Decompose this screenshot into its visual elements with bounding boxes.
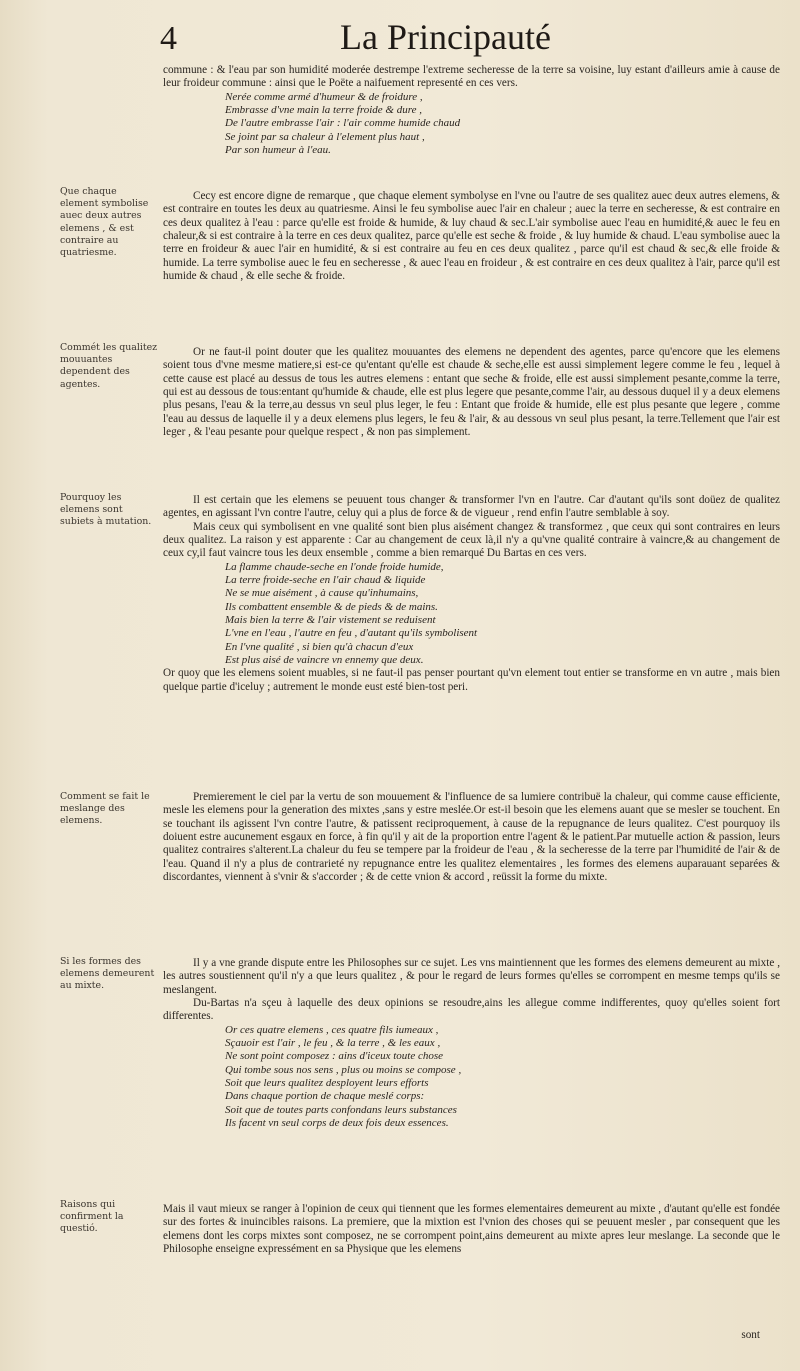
verse-block [163,91,780,158]
verse-line: Ne se mue aisément , à cause qu'inhumains, [225,587,419,600]
paragraph: Il est certain que les elemens se peuuent tous changer & transformer l'vn en l'autre. Car d'autant qu'ils sont doüez de qualitez agentes, en agissant l'vn contre l'autre, celuy qui a plus de force & de vigueur , rend enfin l'autre semblable à soy. [163,494,780,520]
text-block-1 [163,64,780,157]
verse-block [163,561,780,668]
verse-line: Or ces quatre elemens , ces quatre fils iumeaux , [225,1023,439,1036]
page-header [0,14,800,64]
verse-line: Ils facent vn seul corps de deux fois deux essences. [225,1117,449,1130]
verse-line: Par son humeur à l'eau. [225,144,331,157]
paragraph: Du-Bartas n'a sçeu à laquelle des deux opinions se resoudre,ains les allegue comme indifferentes, quoy qu'elles soient fort differentes. [163,997,780,1023]
paragraph: Or ne faut-il point douter que les qualitez mouuantes des elemens ne dependent des agentes, parce qu'encore que les elemens soient tous d'vne mesme matiere,si est-ce qu'entant qu'elle est chaude & seche,elle est aussi simplement legere comme le feu , lequel à cette cause est placé au dessus de tous les autres elemens : entant que seche & froide, elle est aussi simplement pesante,comme la terre, qui est au dessous de tous:entant qu'humide & chaude, elle est plus legere que pesante,comme l'air, au dessous duquel il y a deux elemens plus pesans, l'eau & la terre,au dessus vn seul plus leger, le feu : Entant que froide & humide, elle est plus pesante que legere , comme l'eau au dessus de laquelle il y a deux elemens plus legers, le feu & l'air, & au dessous vn seul plus pesant, la terre.Tellement que l'air est leger , & l'eau pesante pour quelque respect , & non pas simplement. [163,346,780,439]
margin-note: Commét les qualitez mouuantes dependent des agentes. [60,342,158,390]
verse-line: La terre froide-seche en l'air chaud & liquide [225,574,426,587]
paragraph: Premierement le ciel par la vertu de son mouuement & l'influence de sa lumiere contribuë la chaleur, qui comme cause efficiente, mesle les elemens pour la generation des mixtes ,sans y estre meslée.Or est-il besoin que les elemens auant que se mesler se touchent. En se touchant ils agissent l'vn contre l'autre, & patissent reciproquement, à cause de la repugnance de leurs qualitez. C'est pourquoy ils doiuent estre aucunement esgaux en force, à fin qu'il y ait de la proportion entre l'agent & le patient.Par mutuelle action & passion, leurs qualitez contraires s'alterent.La chaleur du feu se tempere par la froideur de l'eau , & la secheresse de la terre par l'humidité de l'air & de l'eau. Quand il n'y a plus de contrarieté ny repugnance entre les qualitez elementaires , les formes des elemens auparauant separées & discordantes, viennent à s'vnir & s'accorder ; & de cette vnion & accord , reüssit la forme du mixte. [163,791,780,884]
verse-line: De l'autre embrasse l'air : l'air comme humide chaud [225,117,461,130]
verse-line: La flamme chaude-seche en l'onde froide humide, [225,560,444,573]
verse-line: Soit que de toutes parts confondans leurs substances [225,1103,457,1116]
verse-line: L'vne en l'eau , l'autre en feu , d'autant qu'ils symbolisent [225,627,478,640]
margin-note: Pourquoy les elemens sont subiets à mutation. [60,492,152,528]
paragraph: Mais il vaut mieux se ranger à l'opinion de ceux qui tiennent que les formes elementaires demeurent au mixte , d'autant qu'elle est fondée sur des fortes & inuincibles raisons. La premiere, que la mixtion est l'vnion des choses qui se peuuent mesler , par consequent que les elemens dont les corps mixtes sont composez, ne se corrompent point,ains demeurent au mixte apres leur meslange. La seconde que le Philosophe enseigne expressément en sa Physique que les elemens [163,1203,780,1256]
verse-line: Nerée comme armé d'humeur & de froidure , [225,90,423,103]
verse-line: Mais bien la terre & l'air vistement se reduisent [225,614,436,627]
text-block-4 [163,494,780,694]
paragraph: Il y a vne grande dispute entre les Philosophes sur ce sujet. Les vns maintiennent que les formes des elemens demeurent au mixte , les autres soustiennent qu'il n'y a que leurs qualitez , & pour le regard de leurs formes qu'elles se corrompent en mesme temps qu'ils se meslangent. [163,957,780,996]
margin-note: Si les formes des elemens demeurent au mixte. [60,956,155,992]
verse-line: Dans chaque portion de chaque meslé corps: [225,1090,425,1103]
verse-line: Soit que leurs qualitez desployent leurs efforts [225,1077,429,1090]
page-number: 4 [160,20,177,57]
verse-line: Est plus aisé de vaincre vn ennemy que deux. [225,654,424,667]
verse-line: Ils combattent ensemble & de pieds & de mains. [225,600,438,613]
text-block-2 [163,190,780,283]
text-block-3 [163,346,780,439]
catchword: sont [741,1329,760,1341]
paragraph: Mais ceux qui symbolisent en vne qualité sont bien plus aisément changez & transformez , que ceux qui sont contraires en leurs deux qualitez. La raison y est apparente : Car au changement de ceux là,il n'y a qu'vne qualité contraire à vaincre,& au changement de ceux cy,il faut vaincre tous les deux ensemble , comme a bien remarqué Du Bartas en ces vers. [163,520,780,560]
verse-line: Qui tombe sous nos sens , plus ou moins se compose , [225,1063,462,1076]
margin-note: Que chaque element symbolise auec deux autres elemens , & est contraire au quatriesme. [60,186,149,259]
verse-block [163,1024,780,1131]
verse-line: Ne sont point composez : ains d'iceux toute chose [225,1050,444,1063]
verse-line: Sçauoir est l'air , le feu , & la terre , & les eaux , [225,1037,441,1050]
paragraph: Or quoy que les elemens soient muables, si ne faut-il pas penser pourtant qu'vn element tout entier se transforme en vn autre , mais bien quelque partie d'iceluy ; autrement le monde eust esté bien-tost peri. [163,667,780,693]
margin-note: Raisons qui confirment la questió. [60,1199,124,1235]
paragraph: Cecy est encore digne de remarque , que chaque element symbolyse en l'vne ou l'autre de ses qualitez auec deux autres elemens, & est contraire en toutes les deux au quatriesme. Ainsi le feu symbolise auec l'air en chaleur ; auec la terre en secheresse, & est contraire en ces deux qualitez à l'eau : parce qu'elle est froide & humide, & luy chaud & sec.L'air symbolise auec l'eau en humidité,& auec le feu en chaleur,& si est contraire à la terre en ces deux qualitez, parce qu'elle est seche & froide , & luy humide & chaud. L'eau symbolise auec la terre en froideur & auec l'air en humidité, & si est contraire au feu en ces deux qualitez , parce qu'il est chaud & sec,& elle froide & humide. La terre symbolise auec le feu en secheresse , & auec l'eau en froideur , & est contraire en ces deux qualitez à l'air, parce qu'il est humide & chaud , & elle seche & froide. [163,190,780,283]
margin-note: Comment se fait le meslange des elemens. [60,791,150,827]
text-block-6 [163,957,780,1130]
running-title: La Principauté [340,17,551,57]
verse-line: Embrasse d'vne main la terre froide & dure , [225,104,422,117]
verse-line: En l'vne qualité , si bien qu'à chacun d'eux [225,640,414,653]
verse-line: Se joint par sa chaleur à l'element plus haut , [225,130,425,143]
paragraph: commune : & l'eau par son humidité moderée destrempe l'extreme secheresse de la terre sa voisine, luy estant d'ailleurs amie à cause de leur froideur commune : ainsi que le Poëte a naifuement representé en ces vers. [163,64,780,90]
text-block-5 [163,791,780,884]
text-block-7 [163,1203,780,1256]
